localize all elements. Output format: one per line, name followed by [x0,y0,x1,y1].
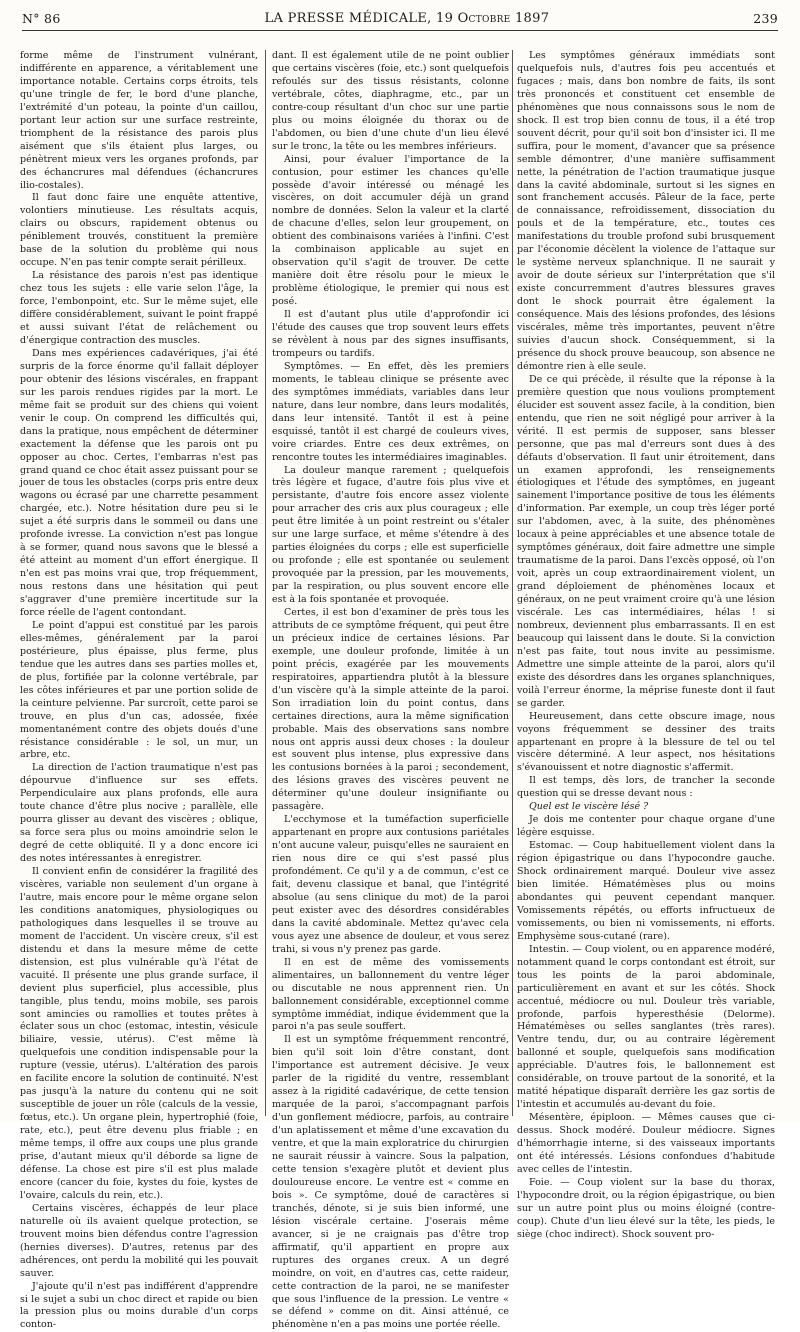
paragraph: La direction de l'action traumatique n'est pas dépourvue d'influence sur ses effets. Perpendiculaire aux plans profonds, elle aura toute chance d'être plus nocive ; parallèle, elle pourra glisser au devant des viscères ; oblique, sa force sera plus ou moins amoindrie selon le degré de cette obliquité. Il y a donc encore ici des notes intéressantes à enregistrer. [20,762,258,865]
text-column-1 [20,50,258,1331]
column-divider [265,50,266,1116]
paragraph: Je dois me contenter pour chaque organe d'une légère esquisse. [517,814,775,839]
paragraph: L'ecchymose et la tuméfaction superficielle appartenant en propre aux contusions pariétales n'ont aucune valeur, puisqu'elles ne sauraient en rien nous dire ce qui s'est passé plus profondément. Ce qu'il y a de commun, c'est ce fait, devenu classique et banal, que l'intégrité absolue (au sens clinique du mot) de la paroi peut exister avec des désordres considérables dans la cavité abdominale. Mettez qu'avec cela vous ayez une absence de douleur, et vous serez trahi, si vous n'y prenez pas garde. [272,814,509,955]
paragraph: Il en est de même des vomissements alimentaires, un ballonnement du ventre léger ou discutable ne nous apprennent rien. Un ballonnement considérable, exceptionnel comme symptôme immédiat, indique évidemment que la paroi n'a pas seule souffert. [272,956,509,1033]
paragraph: Estomac. — Coup habituellement violent dans la région épigastrique ou dans l'hypocondre gauche. Shock ordinairement marqué. Douleur vive assez bien limitée. Hématémèses plus ou moins abondantes qui peuvent cependant manquer. Vomissements répétés, ou efforts infructueux de vomissements, ou bien ni vomissements, ni efforts. Emphysème sous-cutané (rare). [517,840,775,942]
paragraph: La douleur manque rarement ; quelquefois très légère et fugace, d'autre fois plus vive et persistante, d'autre fois encore assez violente pour arracher des cris aux plus courageux ; elle peut être limitée à un point restreint ou s'étaler sur une large surface, et même s'étendre à des parties éloignées du corps ; elle est superficielle ou profonde ; elle est spontanée ou seulement provoquée par la pression, par les mouvements, par la respiration, ou plus souvent encore elle est à la fois spontanée et provoquée. [272,464,509,606]
paragraph: J'ajoute qu'il n'est pas indifférent d'apprendre si le sujet a subi un choc direct et rapide ou bien la pression plus ou moins durable d'un corps conton- [20,1280,258,1331]
paragraph: Certes, il est bon d'examiner de près tous les attributs de ce symptôme fréquent, qui peut être un précieux indice de certaines lésions. Par exemple, une douleur profonde, limitée à un point précis, exagérée par les mouvements respiratoires, appartiendra plutôt à la blessure d'un viscère qu'à la simple atteinte de la paroi. Son irradiation loin du point contus, dans certaines directions, aura la même signification probable. Mais des observations sans nombre nous ont appris aussi deux choses : la douleur est souvent plus intense, plus expressive dans les contusions bornées à la paroi ; secondement, des lésions graves des viscères peuvent ne déterminer qu'une douleur insignifiante ou passagère. [272,606,509,813]
text-column-3 [517,50,776,1240]
issue-number: N° 86 [22,10,61,26]
page-header [22,6,778,31]
paragraph: De ce qui précède, il résulte que la réponse à la première question que nous voulions promptement élucider est souvent assez facile, à la condition, bien entendu, que rien ne soit négligé pour arriver à la vérité. Il est permis de supposer, sans blesser personne, que pas mal d'erreurs sont dues à des défauts d'observation. Il faut unir étroitement, dans un examen approfondi, les renseignements étiologiques et l'étude des symptômes, en jugeant sainement l'importance positive de tous les éléments d'information. Par exemple, un coup très léger porté sur l'abdomen, avec, à la suite, des phénomènes locaux à peine appréciables et une absence totale de symptômes généraux, doit faire admettre une simple traumatisme de la paroi. Dans l'excès opposé, où l'on voit, après un coup extraordinairement violent, un grand déploiement de phénomènes locaux et généraux, on ne peut vraiment croire qu'à une lésion viscérale. Les cas intermédiaires, hélas ! si nombreux, deviennent plus embarrassants. Il en est beaucoup qui laissent dans le doute. Si la conviction n'est pas faite, tout nous invite au pessimisme. Admettre une simple atteinte de la paroi, alors qu'il existe des désordres dans les organes splanchniques, voilà l'erreur énorme, la méprise funeste dont il faut se garder. [517,373,775,709]
paragraph: Il est d'autant plus utile d'approfondir ici l'étude des causes que trop souvent leurs effets se révèlent à nous par des signes insuffisants, trompeurs ou tardifs. [272,309,509,359]
section-question: Quel est le viscère lésé ? [529,801,649,813]
paragraph: Il est un symptôme fréquemment rencontré, bien qu'il soit loin d'être constant, dont l'importance est autrement décisive. Je veux parler de la rigidité du ventre, ressemblant assez à la rigidité cadavérique, de cette tension marquée de la paroi, s'accompagnant parfois d'un gonflement médiocre, parfois, au contraire d'un aplatissement et même d'une excavation du ventre, et que la main exploratrice du chirurgien ne saurait réussir à vaincre. Sous la palpation, cette tension s'exagère plutôt et devient plus douloureuse encore. Le ventre est « comme en bois ». Ce symptôme, doué de caractères si tranchés, dénote, si je suis bien informé, une lésion viscérale certaine. J'oserais même avancer, si je ne craignais pas d'être trop affirmatif, qu'il appartient en propre aux ruptures des organes creux. A un degré moindre, on voit, en d'autres cas, cette raideur, cette contraction de la paroi, ne se manifester que sous l'influence de la pression. Le ventre « se défend » comme on dit. Ainsi atténué, ce phénomène n'en a pas moins une portée réelle. [272,1034,509,1331]
text-column-2 [272,50,509,1331]
paragraph: forme même de l'instrument vulnérant, indifférente en apparence, a véritablement une importance notable. Certains corps étroits, tels qu'une tringle de fer, le bord d'une planche, l'extrémité d'un poteau, la pointe d'un caillou, portant leur action sur une surface restreinte, triomphent de la résistance des parois plus aisément que s'ils étaient plus larges, ou pénètrent mieux vers les organes profonds, par des échancrures mal défendues (échancrures ilio-costales). [20,50,258,191]
paragraph: Ainsi, pour évaluer l'importance de la contusion, pour estimer les chances qu'elle possède d'avoir intéressé ou ménagé les viscères, on doit accumuler déjà un grand nombre de données. Selon la valeur et la clarté de chacune d'elles, selon leur groupement, on obtient des combinaisons variées à l'infini. C'est la combinaison applicable au sujet en observation qu'il s'agit de trouver. De cette manière doit être résolu pour le mieux le problème étiologique, le premier qui nous est posé. [272,153,509,308]
paragraph: Dans mes expériences cadavériques, j'ai été surpris de la force énorme qu'il fallait déployer pour obtenir des lésions viscérales, en frappant sur les parois rendues rigides par la mort. Le même fait se produit sur des chiens qui voient venir le coup. On comprend les difficultés qui, dans la pratique, nous empêchent de déterminer exactement la défense que les parois ont pu opposer au choc. Certes, l'embarras n'est pas grand quand ce choc était assez puissant pour se jouer de tous les obstacles (corps pris entre deux wagons ou écrasé par une charrette pesamment chargée, etc.). Notre hésitation dure peu si le sujet a été surpris dans le sommeil ou dans une profonde ivresse. La conviction n'est pas longue à se former, quand nous savons que le blessé a été atteint au moment d'un effort énergique. Il n'en est pas moins vrai que, trop fréquemment, nous restons dans une hésitation qui peut s'aggraver d'une première incertitude sur la force réelle de l'agent contondant. [20,347,258,618]
page-number: 239 [753,10,778,26]
paragraph: Symptômes. — En effet, dès les premiers moments, le tableau clinique se présente avec des symptômes immédiats, variables dans leur nature, dans leur nombre, dans leurs modalités, dans leur intensité. Tantôt il est à peine esquissé, tantôt il est chargé de couleurs vives, voire criardes. Entre ces deux extrêmes, on rencontre toutes les intermédiaires imaginables. [272,360,509,463]
paragraph: Heureusement, dans cette obscure image, nous voyons fréquemment se dessiner des traits appartenant en propre à la blessure de tel ou tel viscère déterminé. A leur aspect, nos hésitations s'évanouissent et notre diagnostic s'affermit. [517,710,775,774]
paragraph: Il convient enfin de considérer la fragilité des viscères, variable non seulement d'un organe à l'autre, mais encore pour le même organe selon les conditions anatomiques, physiologiques ou pathologiques dans lesquelles il se trouve au moment de l'accident. Un viscère creux, s'il est distendu et dans la mesure même de cette distension, est plus vulnérable qu'à l'état de vacuité. Il présente une plus grande surface, il devient plus superficiel, plus accessible, plus tangible, plus tendu, moins mobile, ses parois sont amincies ou ramollies et toutes prêtes à éclater sous un choc (estomac, intestin, vésicule biliaire, vessie, utérus). C'est même là quelquefois une condition indispensable pour la rupture (vessie, utérus). L'altération des parois en facilite encore la solution de continuité. N'est pas jusqu'à la nature du contenu qui ne soit susceptible de jouer un rôle (calculs de la vessie, fœtus, etc.). Un organe plein, hypertrophié (foie, rate, etc.), peut être devenu plus friable ; en même temps, il offre aux coups une plus grande prise, d'autant mieux qu'il déborde sa ligne de défense. La chose est pire s'il est plus malade encore (cancer du foie, kystes du foie, kystes de l'ovaire, calculs du rein, etc.). [20,866,258,1201]
paragraph: Les symptômes généraux immédiats sont quelquefois nuls, d'autres fois peu accentués et fugaces ; mais, dans bon nombre de faits, ils sont très prononcés et constituent cet ensemble de phénomènes que nous connaissons sous le nom de shock. Il est trop bien connu de tous, il a été trop souvent décrit, pour qu'il soit bon d'insister ici. Il me suffira, pour le moment, d'avancer que sa présence semble démontrer, d'une manière suffisamment nette, la pénétration de l'action traumatique jusque dans la cavité abdominale, surtout si les signes en sont franchement accusés. Pâleur de la face, perte de connaissance, refroidissement, dissociation du pouls et de la température, etc., toutes ces manifestations du trouble profond subi brusquement par l'économie décèlent la violence de l'attaque sur le système nerveux splanchnique. Il ne saurait y avoir de doute sérieux sur l'interprétation que s'il existe concurremment d'autres blessures graves dont le shock pourrait être également la conséquence. Mais des lésions profondes, des lésions viscérales, même très importantes, peuvent n'être suivies d'aucun shock. Conséquemment, si la présence du shock prouve beaucoup, son absence ne démontre rien à elle seule. [517,50,776,372]
paragraph: Certains viscères, échappés de leur place naturelle où ils avaient quelque protection, se trouvent moins bien défendus contre l'agression (hernies diverses). D'autres, retenus par des adhérences, ont perdu la mobilité qui les pouvait sauver. [20,1202,258,1279]
paragraph: Il faut donc faire une enquête attentive, volontiers minutieuse. Les résultats acquis, clairs ou obscurs, rapidement obtenus ou péniblement trouvés, constituent la première base de la solution du problème qui nous occupe. N'en pas tenir compte serait périlleux. [20,192,258,269]
paragraph: Intestin. — Coup violent, ou en apparence modéré, notamment quand le corps contondant est étroit, sur tous les points de la paroi abdominale, particulièrement en avant et sur les côtés. Shock accentué, médiocre ou nul. Douleur très variable, profonde, parfois hyperesthésie (Delorme). Hématémèses ou selles sanglantes (très rares). Ventre tendu, dur, ou au contraire légèrement ballonné et souple, quelquefois sans modification appréciable. D'autres fois, le ballonnement est considérable, on trouve partout de la sonorité, et la matité hépatique disparaît derrière les gaz sortis de l'intestin et accumulés au-devant du foie. [517,943,775,1111]
paragraph: Mésentère, épiploon. — Mêmes causes que ci-dessus. Shock modéré. Douleur médiocre. Signes d'hémorrhagie interne, si des vaisseaux importants ont été intéressés. Lésions confondues d'habitude avec celles de l'intestin. [517,1112,775,1175]
paragraph: dant. Il est également utile de ne point oublier que certains viscères (foie, etc.) sont quelquefois refoulés sur des tissus résistants, colonne vertébrale, côtes, diaphragme, etc., par un contre-coup résultant d'un choc sur une partie plus ou moins éloignée du thorax ou de l'abdomen, ou bien d'une chute d'un lieu élevé sur le tronc, la tête ou les membres inférieurs. [272,50,509,152]
paragraph: Il est temps, dès lors, de trancher la seconde question qui se dresse devant nous : [517,775,775,800]
journal-title: LA PRESSE MÉDICALE, 19 Octobre 1897 [264,10,550,26]
column-divider [512,50,513,1116]
paragraph: Le point d'appui est constitué par les parois elles-mêmes, généralement par la paroi postérieure, plus épaisse, plus ferme, plus tendue que les autres dans ses parties molles et, de plus, fortifiée par la colonne vertébrale, par les côtes inférieures et par une portion solide de la ceinture pelvienne. Par surcroît, cette paroi se trouve, en plus d'un cas, adossée, fixée momentanément contre des objets doués d'une résistance considérable : le sol, un mur, un arbre, etc. [20,619,258,761]
paragraph: Foie. — Coup violent sur la base du thorax, l'hypocondre droit, ou la région épigastrique, ou bien sur un autre point plus ou moins éloigné (contre-coup). Chute d'un lieu élevé sur la tête, les pieds, le siège (choc indirect). Shock souvent pro- [517,1176,775,1240]
paragraph: La résistance des parois n'est pas identique chez tous les sujets : elle varie selon l'âge, la force, l'embonpoint, etc. Sur le même sujet, elle diffère considérablement, suivant le point frappé et aussi suivant l'état de relâchement ou d'énergique contraction des muscles. [20,270,258,346]
